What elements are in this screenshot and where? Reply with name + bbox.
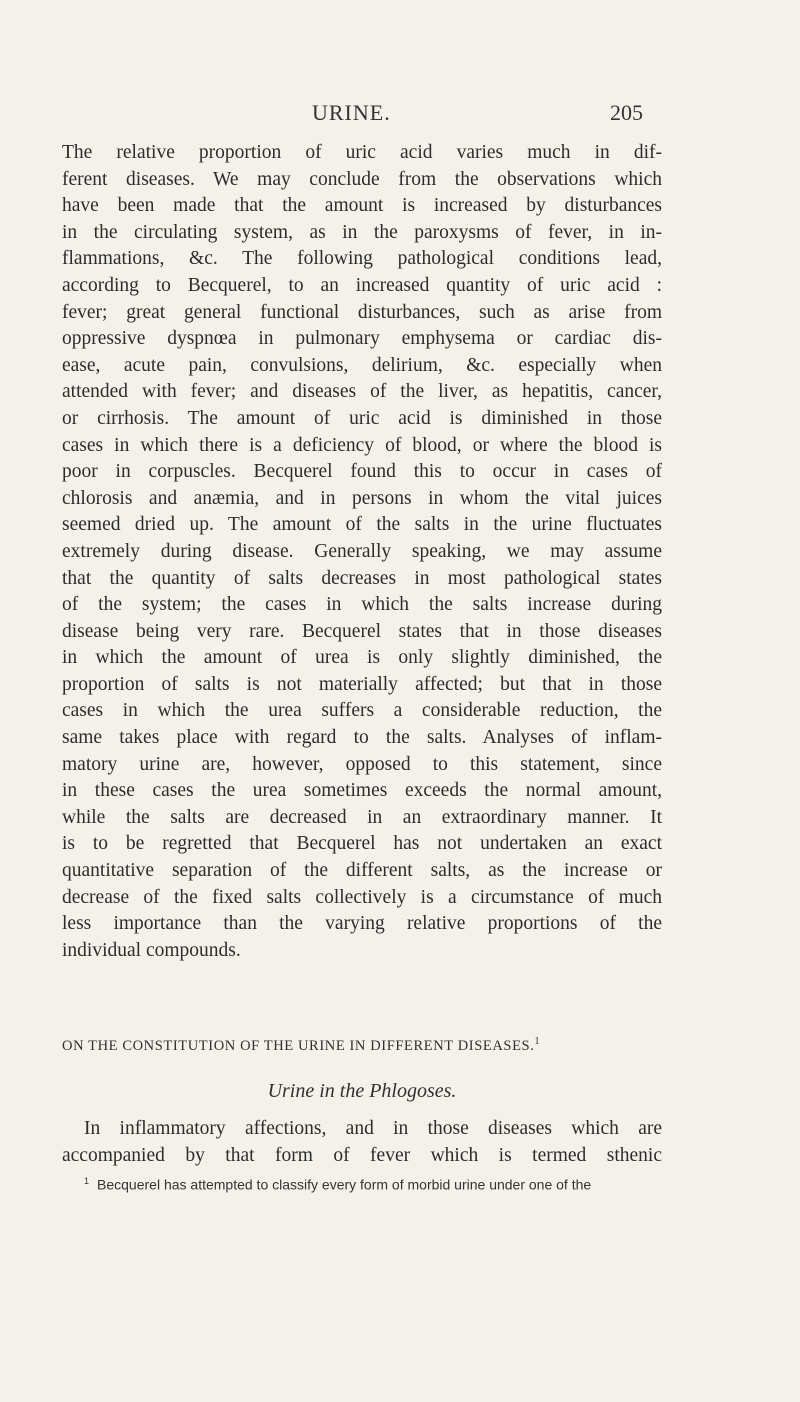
text-line: flammations, &c. The following pathological conditions lead,	[62, 248, 662, 270]
text-line: is to be regretted that Becquerel has not undertaken an exact	[62, 833, 662, 855]
text-line: individual compounds.	[62, 939, 241, 961]
text-line: seemed dried up. The amount of the salts in the urine fluctuates	[62, 514, 662, 536]
text-line: while the salts are decreased in an extraordinary manner. It	[62, 806, 662, 828]
text-line: in the circulating system, as in the paroxysms of fever, in in-	[62, 221, 662, 243]
text-line: cases in which the urea suffers a considerable reduction, the	[62, 700, 662, 722]
text-line: oppressive dyspnœa in pulmonary emphysema or cardiac dis-	[62, 328, 662, 350]
text-line: have been made that the amount is increased by disturbances	[62, 195, 662, 217]
text-line: The relative proportion of uric acid varies much in dif-	[62, 142, 662, 163]
text-line: same takes place with regard to the salts. Analyses of inflam-	[62, 727, 662, 749]
text-line: fever; great general functional disturbances, such as arise from	[62, 301, 662, 323]
text-line: chlorosis and anæmia, and in persons in whom the vital juices	[62, 487, 662, 509]
text-line: ease, acute pain, convulsions, delirium, &c. especially when	[62, 354, 662, 376]
footnote-reference: 1	[534, 1036, 540, 1047]
text-line: accompanied by that form of fever which is termed sthenic	[62, 1144, 662, 1166]
text-line: or cirrhosis. The amount of uric acid is diminished in those	[62, 407, 662, 429]
running-title: URINE.	[312, 100, 391, 125]
text-line: extremely during disease. Generally speaking, we may assume	[62, 540, 662, 562]
footnote-text: Becquerel has attempted to classify every form of morbid urine under one of the	[97, 1176, 592, 1193]
subsection-title: Urine in the Phlogoses.	[267, 1080, 457, 1102]
text-line: attended with fever; and diseases of the liver, as hepatitis, cancer,	[62, 381, 662, 403]
text-line: proportion of salts is not materially affected; but that in those	[62, 673, 662, 695]
text-line: disease being very rare. Becquerel states that in those diseases	[62, 620, 662, 642]
text-line: in which the amount of urea is only slightly diminished, the	[62, 647, 662, 669]
text-line: that the quantity of salts decreases in most pathological states	[62, 567, 662, 589]
text-line: according to Becquerel, to an increased quantity of uric acid :	[62, 274, 662, 296]
text-line: in these cases the urea sometimes exceeds the normal amount,	[62, 780, 662, 802]
section-heading	[62, 1036, 662, 1055]
text-line: less importance than the varying relative proportions of the	[62, 913, 662, 935]
text-line: poor in corpuscles. Becquerel found this to occur in cases of	[62, 461, 662, 483]
section-heading-text: ON THE CONSTITUTION OF THE URINE IN DIFFERENT DISEASES.	[62, 1037, 535, 1054]
footnote-mark: 1	[84, 1176, 90, 1186]
text-line: quantitative separation of the different salts, as the increase or	[62, 860, 662, 882]
text-line: In inflammatory affections, and in those diseases which are	[84, 1118, 662, 1139]
text-line: matory urine are, however, opposed to this statement, since	[62, 753, 662, 775]
text-line: cases in which there is a deficiency of blood, or where the blood is	[62, 434, 662, 456]
paragraph-uric-acid-and-salts	[62, 140, 662, 964]
text-line: decrease of the fixed salts collectively is a circumstance of much	[62, 886, 662, 908]
text-line: of the system; the cases in which the salts increase during	[62, 594, 662, 616]
page-number: 205	[610, 100, 643, 125]
paragraph-phlogoses	[62, 1116, 662, 1169]
text-line: ferent diseases. We may conclude from the observations which	[62, 168, 662, 190]
footnote	[84, 1176, 684, 1193]
page-header	[0, 100, 800, 130]
